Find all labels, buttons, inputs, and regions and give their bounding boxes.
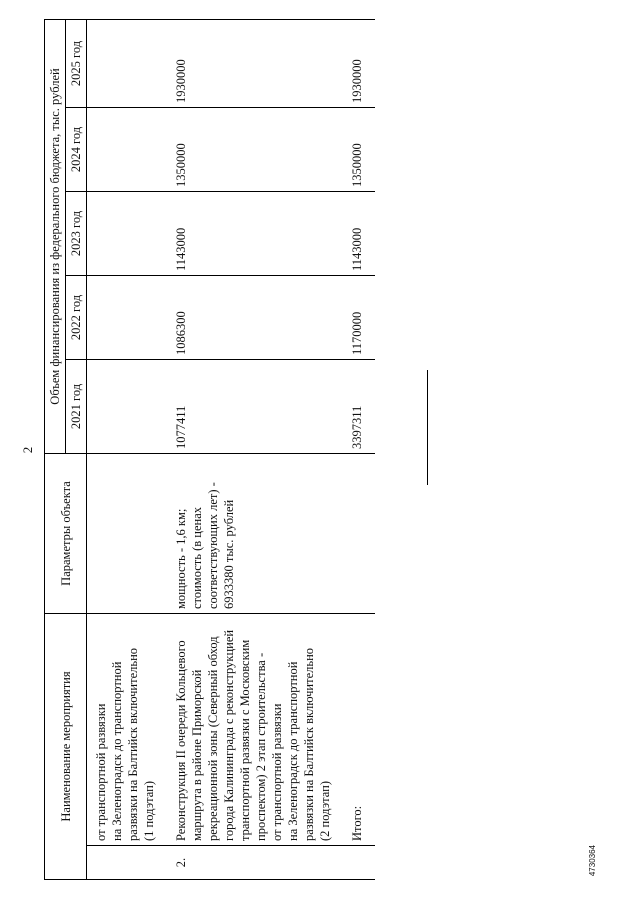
- header-funding: Объем финансирования из федерального бюджета, тыс. рублей: [45, 19, 66, 453]
- row-name: [343, 614, 375, 846]
- row-name: [167, 614, 343, 846]
- row-params: [87, 454, 168, 614]
- name-line: транспортной развязки с Московским: [238, 639, 252, 841]
- row-name: [87, 614, 168, 846]
- row-params: [343, 454, 375, 614]
- name-line: города Калининграда с реконструкцией: [222, 629, 236, 841]
- name-line: рекреационной зоны (Северный обход: [206, 636, 220, 841]
- name-line: развязки на Балтийск включительно: [126, 647, 140, 841]
- header-name: Наименование мероприятия: [45, 614, 87, 880]
- name-line: на Зеленоградск до транспортной: [286, 661, 300, 841]
- value-2024: 1350000: [167, 108, 343, 192]
- param-line: стоимость (в ценах: [190, 506, 204, 609]
- value-2022: [87, 276, 168, 360]
- name-line: Реконструкция II очереди Кольцевого: [174, 640, 188, 841]
- value-2024: [87, 108, 168, 192]
- name-line: (2 подэтап): [318, 780, 332, 841]
- header-year-2022: 2022 год: [66, 276, 87, 360]
- value-2021: [87, 360, 168, 454]
- table-row: [167, 19, 343, 879]
- total-2021: 3397311: [343, 360, 375, 454]
- name-line: (1 подэтап): [142, 780, 156, 841]
- header-year-2023: 2023 год: [66, 192, 87, 276]
- header-year-2024: 2024 год: [66, 108, 87, 192]
- total-2024: 1350000: [343, 108, 375, 192]
- table-row: [87, 19, 168, 879]
- name-line: маршрута в районе Приморской: [190, 669, 204, 841]
- param-line: мощность - 1,6 км;: [174, 508, 188, 609]
- total-2022: 1170000: [343, 276, 375, 360]
- row-number: [87, 846, 168, 880]
- total-label: Итого:: [350, 805, 364, 841]
- param-line: 6933380 тыс. рублей: [222, 499, 236, 609]
- name-line: на Зеленоградск до транспортной: [110, 661, 124, 841]
- row-number: 2.: [167, 846, 343, 880]
- value-2022: 1086300: [167, 276, 343, 360]
- header-params: Параметры объекта: [45, 454, 87, 614]
- total-2023: 1143000: [343, 192, 375, 276]
- row-params: [167, 454, 343, 614]
- name-line: развязки на Балтийск включительно: [302, 647, 316, 841]
- table-row-total: [343, 19, 375, 879]
- end-of-document-line: [427, 370, 428, 485]
- page-number: 2: [20, 446, 35, 454]
- value-2021: 1077411: [167, 360, 343, 454]
- header-year-2025: 2025 год: [66, 19, 87, 107]
- header-year-2021: 2021 год: [66, 360, 87, 454]
- value-2023: 1143000: [167, 192, 343, 276]
- document-code: 4730364: [588, 845, 597, 877]
- value-2023: [87, 192, 168, 276]
- row-number: [343, 846, 375, 880]
- value-2025: 1930000: [167, 19, 343, 107]
- total-2025: 1930000: [343, 19, 375, 107]
- funding-table: [44, 19, 375, 880]
- name-line: от транспортной развязки: [94, 703, 108, 841]
- name-line: проспектом) 2 этап строительства -: [254, 652, 268, 841]
- value-2025: [87, 19, 168, 107]
- name-line: от транспортной развязки: [270, 703, 284, 841]
- param-line: соответствующих лет) -: [206, 482, 220, 609]
- rotated-document-sheet: [20, 20, 620, 880]
